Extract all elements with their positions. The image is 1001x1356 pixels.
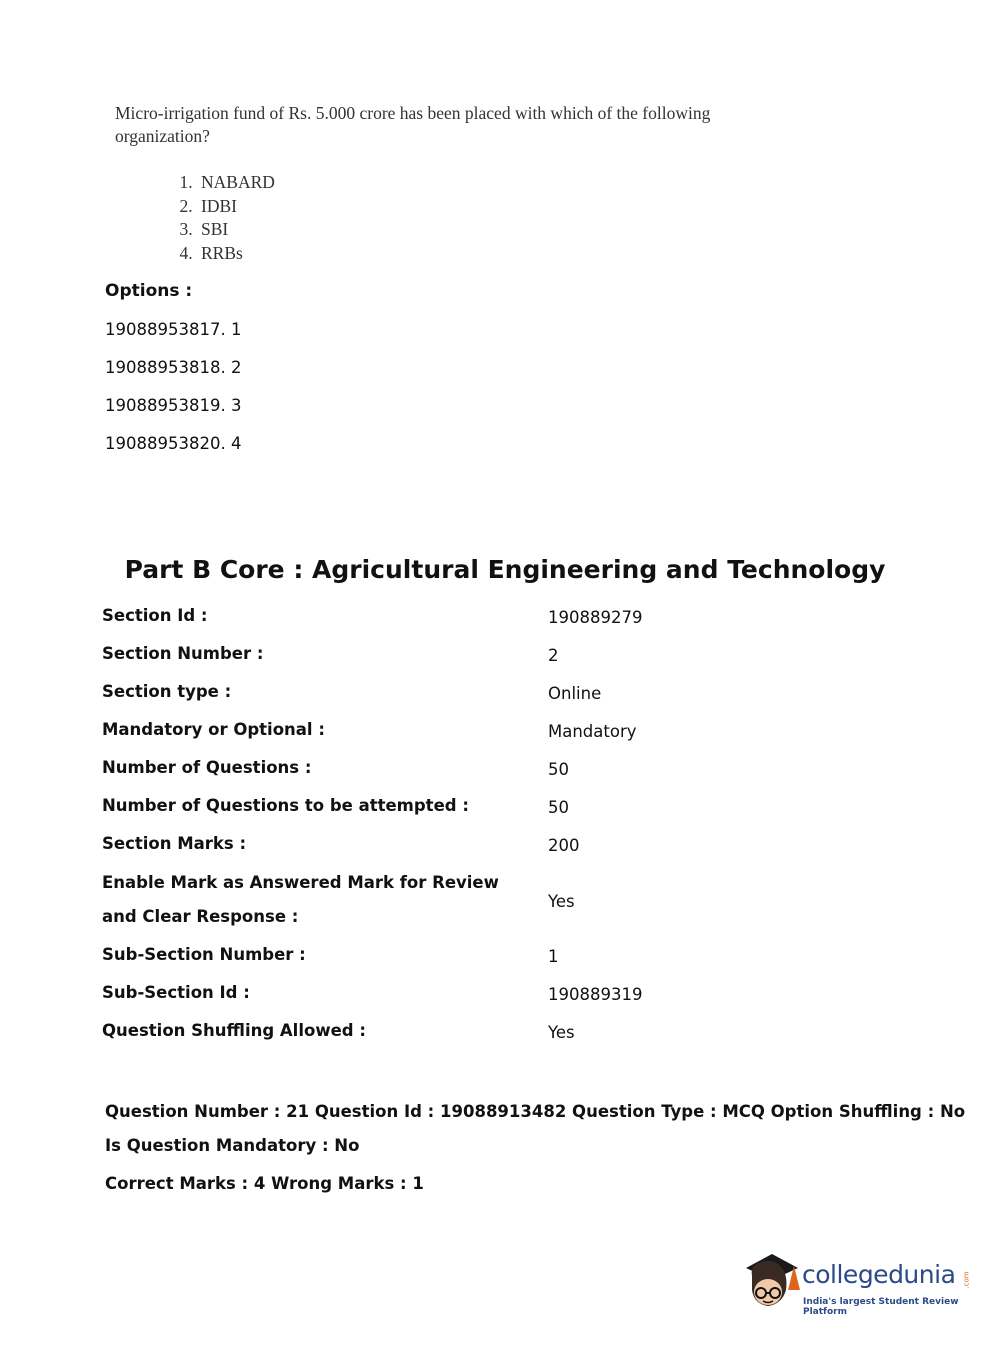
row-label: Question Shuffling Allowed : <box>102 1021 366 1040</box>
question-info-line: Is Question Mandatory : No <box>105 1136 360 1155</box>
option-item: 19088953818. 2 <box>105 358 242 377</box>
row-value: 1 <box>548 947 559 966</box>
row-label: Sub-Section Id : <box>102 983 250 1002</box>
option-item: 19088953819. 3 <box>105 396 242 415</box>
logo-brand: collegedunia <box>802 1260 956 1289</box>
row-label: Section Number : <box>102 644 264 663</box>
row-label: Number of Questions : <box>102 758 312 777</box>
choice-item: 4. RRBs <box>197 242 755 266</box>
row-label: Section Id : <box>102 606 208 625</box>
row-value: 2 <box>548 646 559 665</box>
logo-suffix: .com <box>962 1271 971 1289</box>
row-label: Section Marks : <box>102 834 247 853</box>
row-value: Yes <box>548 892 575 911</box>
question-marks: Correct Marks : 4 Wrong Marks : 1 <box>105 1174 424 1193</box>
question-choices <box>115 171 755 265</box>
row-value: Online <box>548 684 602 703</box>
logo-tagline: India's largest Student Review Platform <box>803 1297 959 1317</box>
row-label: Sub-Section Number : <box>102 945 306 964</box>
row-label: Enable Mark as Answered Mark for Review and Clear Response : <box>102 873 499 926</box>
collegedunia-logo <box>742 1246 972 1318</box>
row-label: Mandatory or Optional : <box>102 720 325 739</box>
row-value: 190889319 <box>548 985 643 1004</box>
row-value: 200 <box>548 836 580 855</box>
row-value: Mandatory <box>548 722 637 741</box>
row-value: Yes <box>548 1023 575 1042</box>
question-text: Micro-irrigation fund of Rs. 5.000 crore has been placed with which of the following organization? <box>115 103 711 146</box>
option-item: 19088953820. 4 <box>105 434 242 453</box>
part-title: Part B Core : Agricultural Engineering and Technology <box>124 555 886 584</box>
choice-item: 1. NABARD <box>197 171 755 195</box>
choice-item: 2. IDBI <box>197 195 755 219</box>
option-item: 19088953817. 1 <box>105 320 242 339</box>
row-label: Number of Questions to be attempted : <box>102 796 469 815</box>
question-info-line: Question Number : 21 Question Id : 19088913482 Question Type : MCQ Option Shuffling : No <box>105 1102 966 1121</box>
row-label: Section type : <box>102 682 232 701</box>
options-label: Options : <box>105 281 193 301</box>
row-value: 50 <box>548 798 569 817</box>
choice-item: 3. SBI <box>197 218 755 242</box>
question-image <box>115 102 755 265</box>
mascot-icon <box>742 1246 802 1318</box>
row-value: 50 <box>548 760 569 779</box>
row-value: 190889279 <box>548 608 643 627</box>
